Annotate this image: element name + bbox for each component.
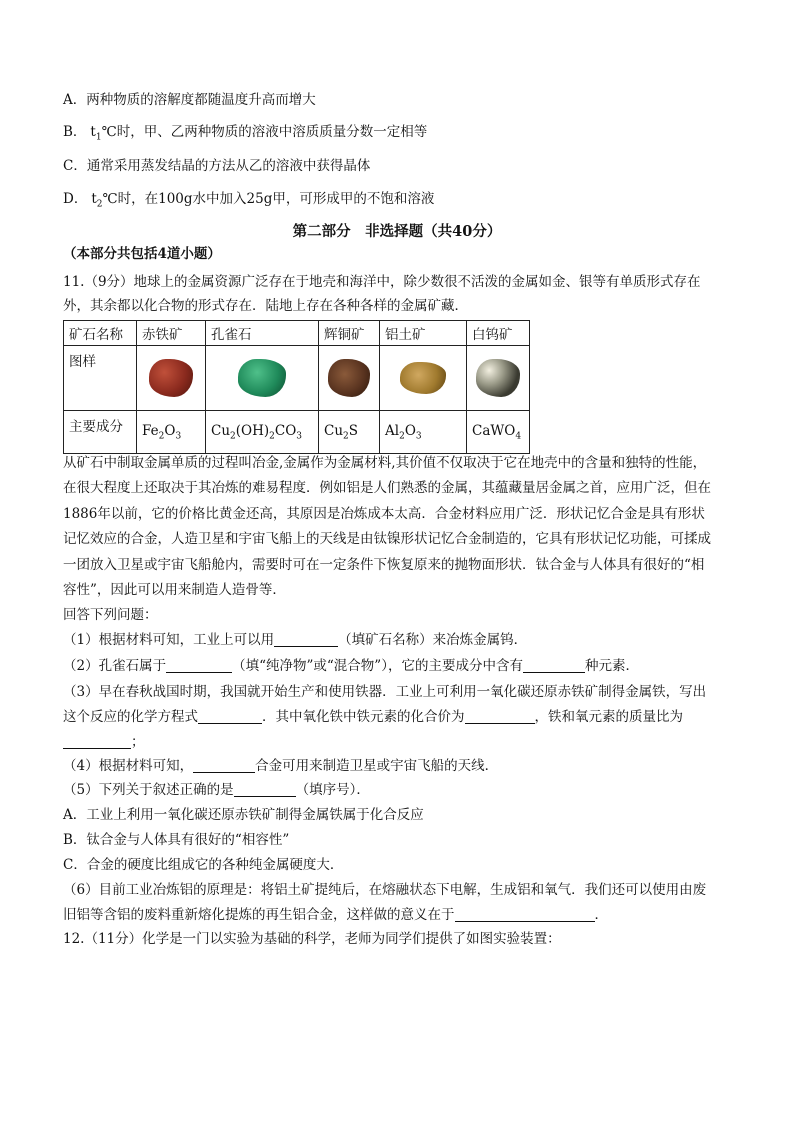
q11-sub4: （4）根据材料可知， 合金可用来制造卫星或宇宙飞船的天线．	[63, 758, 499, 774]
ore-table	[63, 320, 530, 454]
option-b: B． $t_1℃$时，甲、乙两种物质的溶液中溶质质量分数一定相等	[63, 124, 428, 143]
answer-blank[interactable]	[166, 658, 232, 673]
hematite-image	[149, 359, 193, 397]
q11-para-5: 一团放入卫星或宇宙飞船舱内，需要时可在一定条件下恢复原来的抛物面形状．钛合金与人体具有很好的“相	[63, 557, 705, 573]
answer-blank[interactable]	[274, 632, 338, 647]
q11-sub5-option-c: C．合金的硬度比组成它的各种纯金属硬度大．	[63, 857, 344, 873]
ore-formula: $Cu_2S$	[319, 411, 380, 454]
ore-formula: CaWO$_4$	[467, 411, 530, 454]
bauxite-image	[400, 362, 446, 394]
ore-name: 孔雀石	[206, 321, 319, 346]
row-header-image: 图样	[64, 346, 137, 411]
answer-prompt: 回答下列问题：	[63, 607, 158, 623]
q11-para-1: 从矿石中制取金属单质的过程叫冶金,金属作为金属材料,其价值不仅取决于它在地壳中的含量和独特的性能，	[63, 455, 707, 471]
ore-name: 铝土矿	[380, 321, 467, 346]
ore-image-cell	[319, 346, 380, 411]
q11-sub3-line1: （3）早在春秋战国时期，我国就开始生产和使用铁器．工业上可利用一氧化碳还原赤铁矿制得金属铁，写出	[63, 684, 707, 700]
q11-sub5-option-a: A．工业上利用一氧化碳还原赤铁矿制得金属铁属于化合反应	[63, 807, 424, 823]
answer-blank[interactable]	[455, 907, 595, 922]
q11-para-3: 1886年以前，它的价格比黄金还高，其原因是冶炼成本太高．合金材料应用广泛．形状记忆合金是具有形状	[63, 506, 705, 522]
q11-para-4: 记忆效应的合金，人造卫星和宇宙飞船上的天线是由钛镍形状记忆合金制造的，它具有形状记忆功能，可揉成	[63, 531, 711, 547]
answer-blank[interactable]	[63, 734, 131, 749]
malachite-image	[238, 359, 286, 397]
answer-blank[interactable]	[465, 709, 535, 724]
option-d: D． $t_2℃$时，在100g水中加入25g甲，可形成甲的不饱和溶液	[63, 191, 435, 210]
ore-formula: $Fe_2O_3$	[137, 411, 206, 454]
ore-name: 赤铁矿	[137, 321, 206, 346]
ore-image-cell	[380, 346, 467, 411]
row-header-component: 主要成分	[64, 411, 137, 454]
option-a: A．两种物质的溶解度都随温度升高而增大	[63, 92, 316, 108]
answer-blank[interactable]	[523, 658, 585, 673]
section-note: （本部分共包括4道小题）	[63, 246, 221, 262]
scheelite-image	[476, 359, 520, 397]
q11-sub1: （1）根据材料可知，工业上可以用 （填矿石名称）来冶炼金属钨．	[63, 632, 528, 648]
q12-intro: 12.（11分）化学是一门以实验为基础的科学，老师为同学们提供了如图实验装置：	[63, 931, 561, 947]
chalcocite-image	[328, 359, 370, 397]
q11-sub6-line2: 旧铝等含铝的废料重新熔化提炼的再生铝合金，这样做的意义在于 ．	[63, 907, 608, 923]
q11-sub5: （5）下列关于叙述正确的是 （填序号）．	[63, 782, 370, 798]
section-title: 第二部分 非选择题（共40分）	[292, 223, 502, 240]
ore-image-cell	[137, 346, 206, 411]
answer-blank[interactable]	[193, 758, 255, 773]
q11-para-2: 在很大程度上还取决于其冶炼的难易程度．例如铝是人们熟悉的金属，其蕴藏量居金属之首，应用广泛，但在	[63, 480, 711, 496]
q11-intro-1: 11.（9分）地球上的金属资源广泛存在于地壳和海洋中，除少数很不活泼的金属如金、银等有单质形式存在	[63, 274, 701, 290]
q11-sub3-line2: 这个反应的化学方程式 ．其中氧化铁中铁元素的化合价为 ，铁和氧元素的质量比为	[63, 709, 683, 725]
q11-sub2: （2）孔雀石属于 （填“纯净物”或“混合物”），它的主要成分中含有 种元素．	[63, 658, 639, 674]
ore-image-cell	[467, 346, 530, 411]
answer-blank[interactable]	[198, 709, 262, 724]
q11-sub3-line3: ；	[63, 732, 145, 752]
q11-para-6: 容性”，因此可以用来制造人造骨等．	[63, 582, 286, 598]
ore-image-cell	[206, 346, 319, 411]
row-header-name: 矿石名称	[64, 321, 137, 346]
q11-sub5-option-b: B．钛合金与人体具有很好的“相容性”	[63, 832, 290, 848]
answer-blank[interactable]	[234, 782, 296, 797]
option-c: C．通常采用蒸发结晶的方法从乙的溶液中获得晶体	[63, 158, 371, 174]
ore-name: 白钨矿	[467, 321, 530, 346]
ore-name: 辉铜矿	[319, 321, 380, 346]
q11-sub6-line1: （6）目前工业冶炼铝的原理是：将铝土矿提纯后，在熔融状态下电解，生成铝和氧气．我们还可以使用由废	[63, 882, 707, 898]
ore-formula: $Al_2O_3$	[380, 411, 467, 454]
q11-intro-2: 外，其余都以化合物的形式存在．陆地上存在各种各样的金属矿藏．	[63, 298, 468, 314]
ore-formula: $Cu_2(OH)_2CO_3$	[206, 411, 319, 454]
